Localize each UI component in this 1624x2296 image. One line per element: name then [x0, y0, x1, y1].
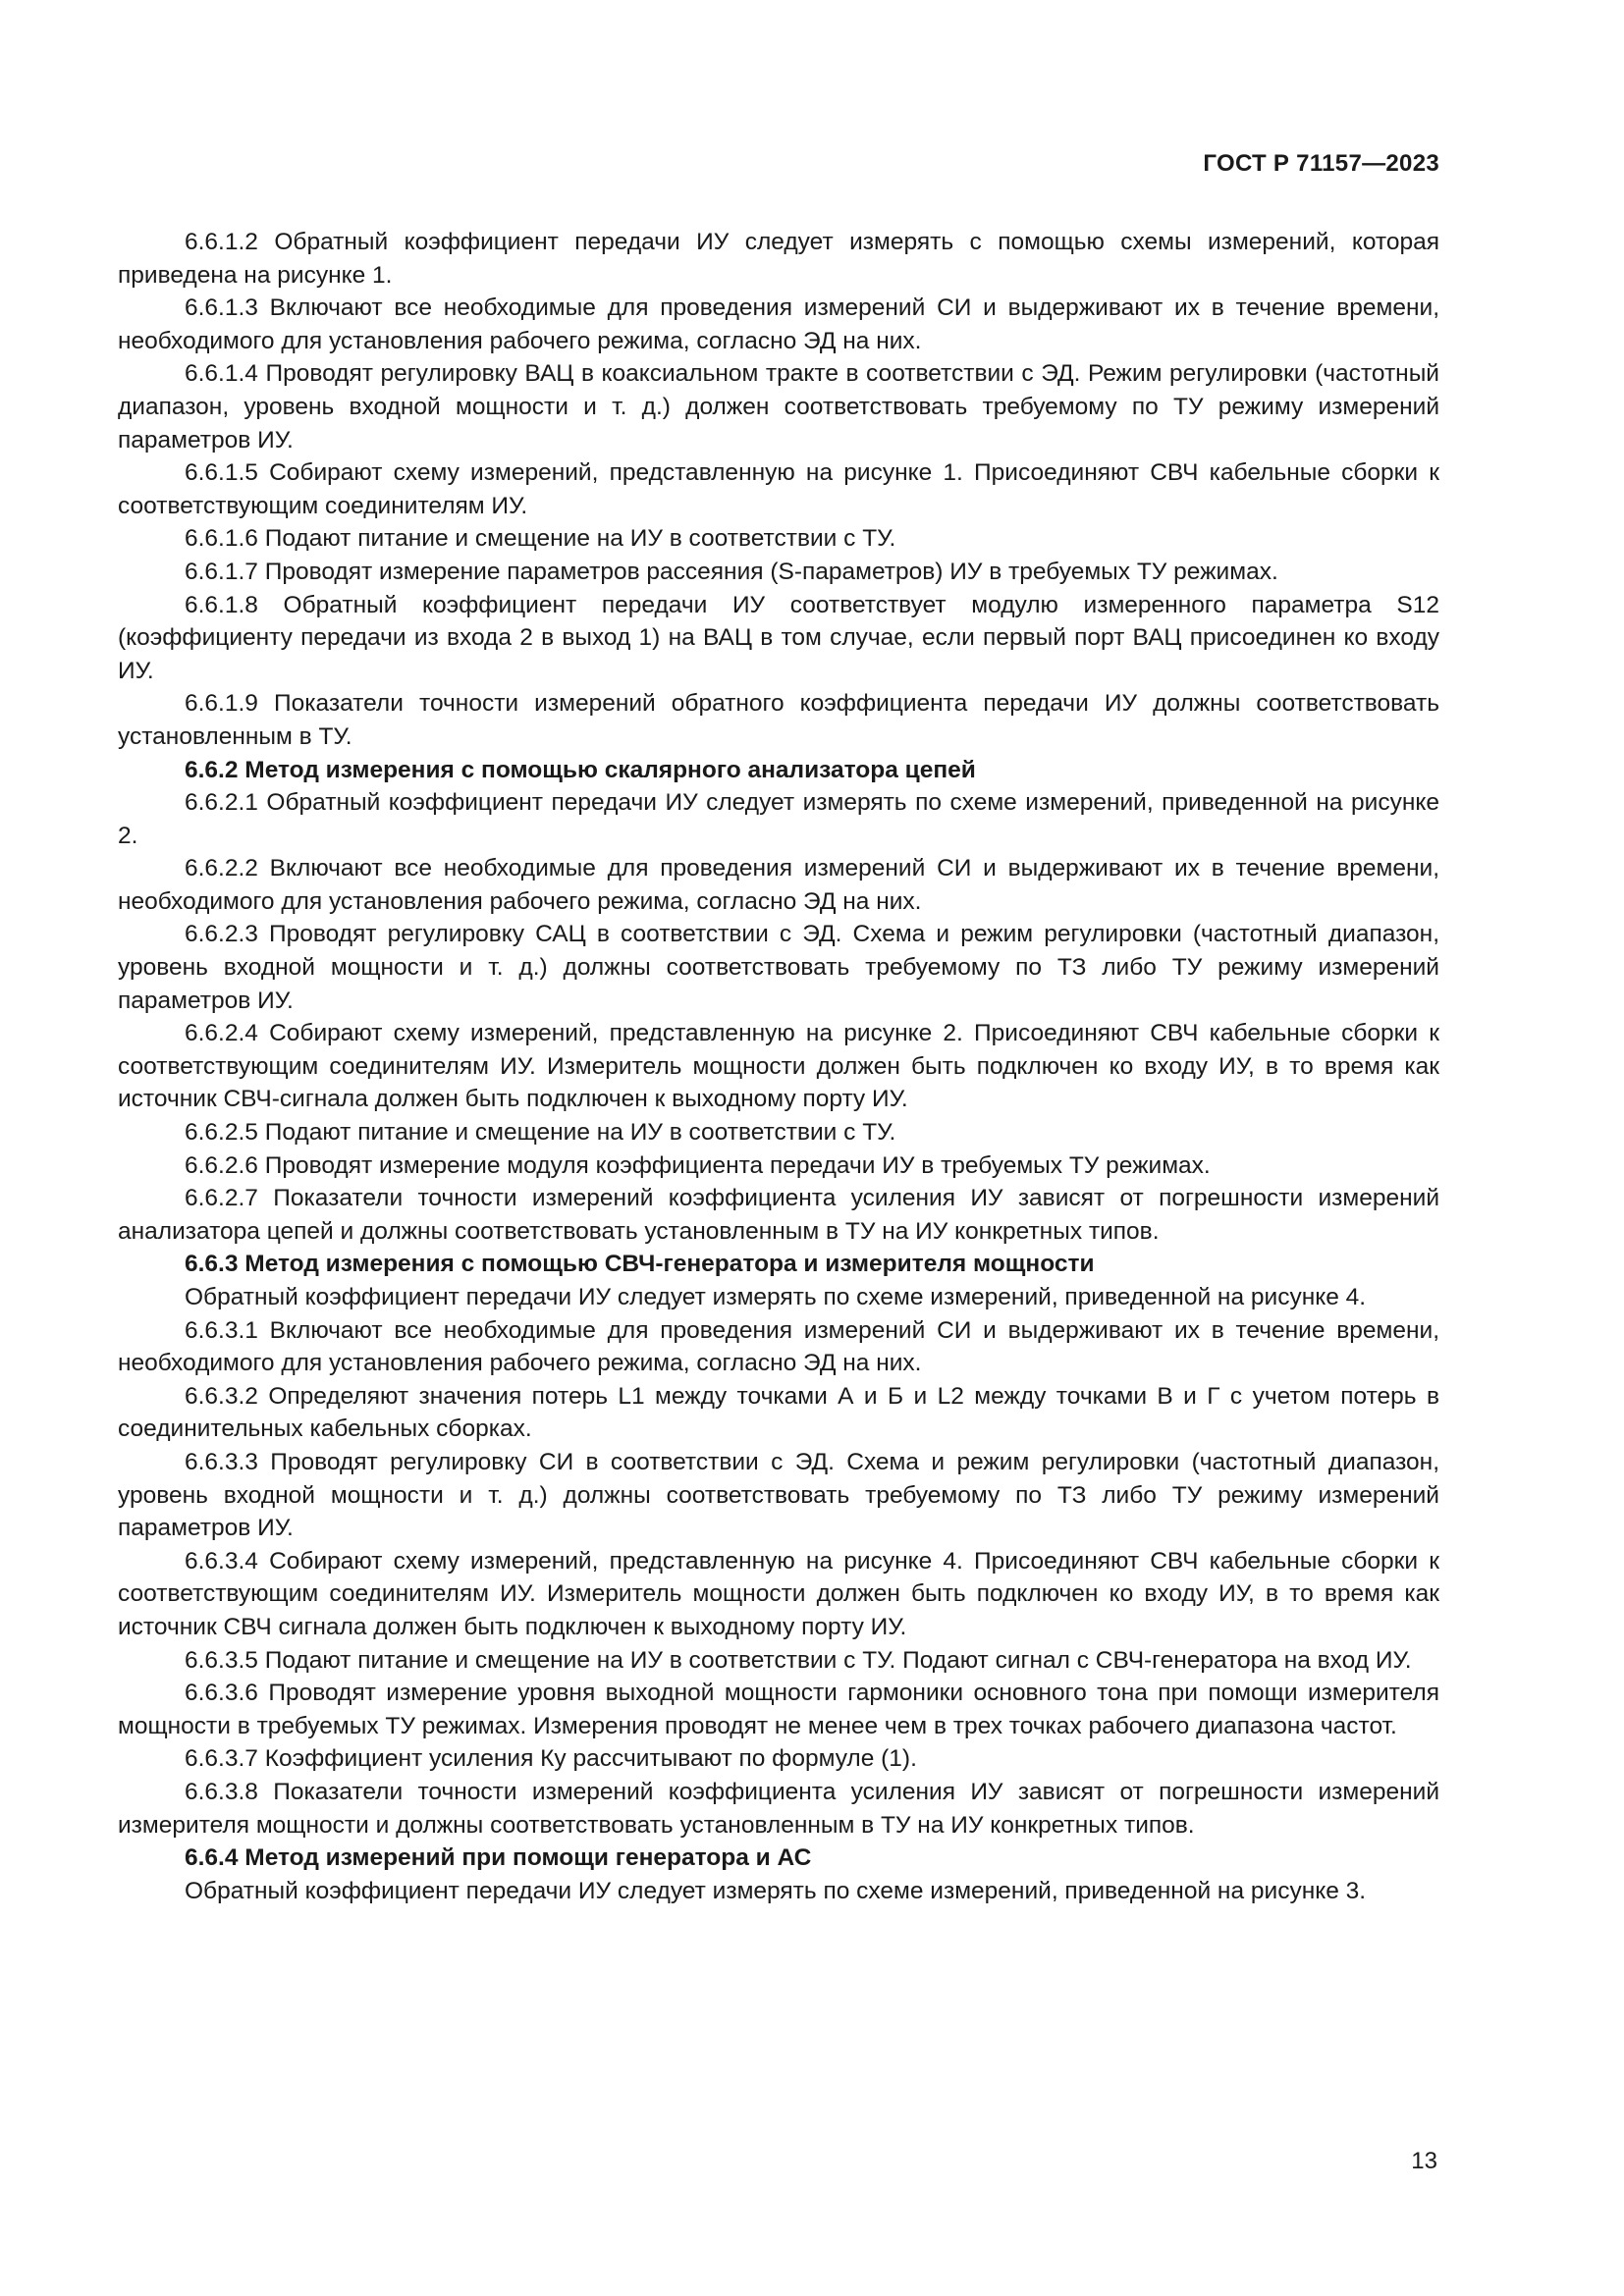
paragraph-6-6-3-4: 6.6.3.4 Собирают схему измерений, представленную на рисунке 4. Присоединяют СВЧ кабельные сборки к соответствующим соединителям ИУ. Измеритель мощности должен быть подключен ко входу ИУ, в то время как источник СВЧ сигнала должен быть подключен к выходному порту ИУ. — [118, 1547, 1439, 1640]
paragraph-6-6-1-4: 6.6.1.4 Проводят регулировку ВАЦ в коаксиальном тракте в соответствии с ЭД. Режим регулировки (частотный диапазон, уровень входной мощности и т. д.) должен соответствовать требуемому по ТУ режиму измерений параметров ИУ. — [118, 360, 1439, 454]
paragraph-6-6-1-6: 6.6.1.6 Подают питание и смещение на ИУ в соответствии с ТУ. — [185, 525, 896, 553]
paragraph-6-6-3-6: 6.6.3.6 Проводят измерение уровня выходной мощности гармоники основного тона при помощи измерителя мощности в требуемых ТУ режимах. Измерения проводят не менее чем в трех точках рабочего диапазона частот. — [118, 1680, 1439, 1739]
paragraph-6-6-2-2: 6.6.2.2 Включают все необходимые для проведения измерений СИ и выдерживают их в течение времени, необходимого для установления рабочего режима, согласно ЭД на них. — [118, 855, 1439, 915]
paragraph-6-6-2-3: 6.6.2.3 Проводят регулировку САЦ в соответствии с ЭД. Схема и режим регулировки (частотный диапазон, уровень входной мощности и т. д.) должны соответствовать требуемому по ТЗ либо ТУ режиму измерений параметров ИУ. — [118, 921, 1439, 1014]
paragraph-6-6-2-1: 6.6.2.1 Обратный коэффициент передачи ИУ следует измерять по схеме измерений, приведенной на рисунке 2. — [118, 789, 1439, 849]
paragraph-6-6-1-5: 6.6.1.5 Собирают схему измерений, представленную на рисунке 1. Присоединяют СВЧ кабельные сборки к соответствующим соединителям ИУ. — [118, 459, 1439, 519]
paragraph-6-6-3-2: 6.6.3.2 Определяют значения потерь L1 между точками А и Б и L2 между точками В и Г с учетом потерь в соединительных кабельных сборках. — [118, 1382, 1439, 1443]
paragraph-6-6-2-6: 6.6.2.6 Проводят измерение модуля коэффициента передачи ИУ в требуемых ТУ режимах. — [185, 1151, 1211, 1179]
paragraph-6-6-2-4: 6.6.2.4 Собирают схему измерений, представленную на рисунке 2. Присоединяют СВЧ кабельные сборки к соответствующим соединителям ИУ. Измеритель мощности должен быть подключен ко входу ИУ, в то время как источник СВЧ-сигнала должен быть подключен к выходному порту ИУ. — [118, 1020, 1439, 1113]
paragraph-6-6-3-5: 6.6.3.5 Подают питание и смещение на ИУ в соответствии с ТУ. Подают сигнал с СВЧ-генератора на вход ИУ. — [185, 1646, 1412, 1674]
paragraph-6-6-3-7: 6.6.3.7 Коэффициент усиления Ку рассчитывают по формуле (1). — [185, 1745, 917, 1773]
paragraph-6-6-1-3: 6.6.1.3 Включают все необходимые для проведения измерений СИ и выдерживают их в течение времени, необходимого для установления рабочего режима, согласно ЭД на них. — [118, 294, 1439, 354]
paragraph-6-6-1-2: 6.6.1.2 Обратный коэффициент передачи ИУ следует измерять с помощью схемы измерений, которая приведена на рисунке 1. — [118, 229, 1439, 289]
paragraph-6-6-2-5: 6.6.2.5 Подают питание и смещение на ИУ в соответствии с ТУ. — [185, 1119, 896, 1147]
paragraph-6-6-2-7: 6.6.2.7 Показатели точности измерений коэффициента усиления ИУ зависят от погрешности измерений анализатора цепей и должны соответствовать установленным в ТУ на ИУ конкретных типов. — [118, 1185, 1439, 1245]
paragraph-6-6-4-intro: Обратный коэффициент передачи ИУ следует измерять по схеме измерений, приведенной на рисунке 3. — [185, 1877, 1367, 1904]
paragraph-6-6-3-3: 6.6.3.3 Проводят регулировку СИ в соответствии с ЭД. Схема и режим регулировки (частотный диапазон, уровень входной мощности и т. д.) должны соответствовать требуемому по ТЗ либо ТУ режиму измерений параметров ИУ. — [118, 1448, 1439, 1542]
document-id-header: ГОСТ Р 71157—2023 — [1203, 150, 1439, 177]
section-heading-6-6-4: 6.6.4 Метод измерений при помощи генератора и АС — [185, 1844, 812, 1872]
paragraph-6-6-3-intro: Обратный коэффициент передачи ИУ следует измерять по схеме измерений, приведенной на рисунке 4. — [185, 1284, 1367, 1310]
section-heading-6-6-2: 6.6.2 Метод измерения с помощью скалярного анализатора цепей — [185, 756, 976, 783]
paragraph-6-6-1-9: 6.6.1.9 Показатели точности измерений обратного коэффициента передачи ИУ должны соответствовать установленным в ТУ. — [118, 690, 1439, 750]
paragraph-6-6-3-1: 6.6.3.1 Включают все необходимые для проведения измерений СИ и выдерживают их в течение времени, необходимого для установления рабочего режима, согласно ЭД на них. — [118, 1316, 1439, 1377]
paragraph-6-6-1-7: 6.6.1.7 Проводят измерение параметров рассеяния (S-параметров) ИУ в требуемых ТУ режимах. — [185, 558, 1278, 585]
section-heading-6-6-3: 6.6.3 Метод измерения с помощью СВЧ-генератора и измерителя мощности — [185, 1251, 1095, 1278]
paragraph-6-6-3-8: 6.6.3.8 Показатели точности измерений коэффициента усиления ИУ зависят от погрешности измерений измерителя мощности и должны соответствовать установленным в ТУ на ИУ конкретных типов. — [118, 1778, 1439, 1839]
paragraph-6-6-1-8: 6.6.1.8 Обратный коэффициент передачи ИУ соответствует модулю измеренного параметра S12 (коэффициенту передачи из входа 2 в выход 1) на ВАЦ в том случае, если первый порт ВАЦ присоединен ко входу ИУ. — [118, 591, 1439, 684]
page-number: 13 — [1411, 2148, 1437, 2174]
document-body — [118, 226, 1439, 1907]
